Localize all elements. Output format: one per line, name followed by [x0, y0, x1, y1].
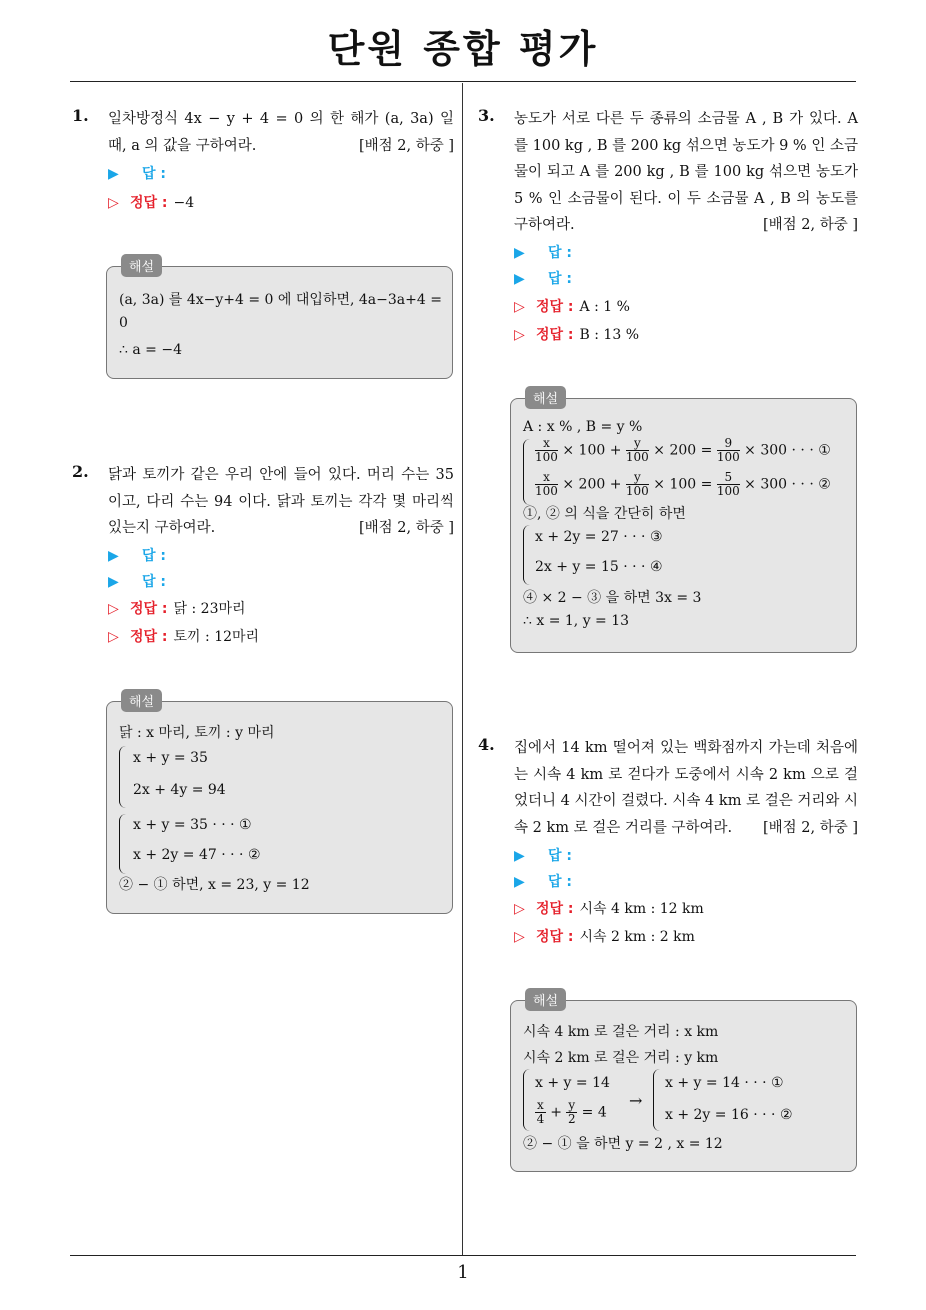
solution-line: (a, 3a) 를 4x−y+4 = 0 에 대입하면, 4a−3a+4 = [119, 292, 442, 308]
column-divider [462, 83, 463, 1255]
play-icon: ▶ [108, 548, 119, 564]
solution-line: ② − ① 을 하면 y = 2 , x = 12 [523, 1136, 723, 1152]
points-label: [배점 2, 하중 ] [358, 137, 454, 154]
correct-answer-value: 시속 2 km : 2 km [579, 929, 695, 945]
solution-box [106, 695, 453, 914]
brace [119, 814, 126, 874]
triangle-outline-icon: ▷ [514, 327, 525, 343]
fraction: $\frac{y}{100}$ [625, 436, 649, 464]
correct-answer-value: −4 [173, 195, 195, 211]
solution-line: x + y = 14 · · · ① [665, 1075, 784, 1091]
answer-row[interactable]: ▶ 답 : [514, 874, 572, 890]
solution-line: ①, ② 의 식을 간단히 하면 [523, 506, 686, 522]
solution-line: x + 2y = 27 · · · ③ [535, 529, 663, 545]
solution-tag: 해설 [121, 254, 162, 277]
brace [523, 1069, 530, 1131]
triangle-outline-icon: ▷ [108, 629, 119, 645]
solution-line: x + 2y = 16 · · · ② [665, 1107, 793, 1123]
fraction: $\frac{5}{100}$ [716, 470, 740, 498]
solution-line: ∴ x = 1, y = 13 [523, 613, 630, 629]
correct-answer-value: 시속 4 km : 12 km [579, 901, 704, 917]
triangle-outline-icon: ▷ [514, 299, 525, 315]
solution-line: 닭 : x 마리, 토끼 : y 마리 [119, 725, 275, 741]
solution-line: A : x % , B = y % [523, 419, 643, 435]
fraction: $\frac{9}{100}$ [716, 436, 740, 464]
question-number: 4. [478, 735, 495, 754]
correct-answer-value: 토끼 : 12마리 [173, 629, 260, 645]
page-title: 단원 종합 평가 [327, 27, 599, 71]
solution-line: 시속 4 km 로 걸은 거리 : x km [523, 1024, 719, 1040]
correct-answer-value: A : 1 % [579, 299, 630, 315]
top-rule [70, 81, 856, 82]
solution-line: 0 [119, 315, 128, 331]
play-icon: ▶ [514, 271, 525, 287]
solution-box [106, 260, 453, 379]
triangle-outline-icon: ▷ [514, 929, 525, 945]
solution-line: 2x + 4y = 94 [133, 782, 226, 798]
answer-row[interactable]: ▶ 답 : [108, 166, 166, 182]
play-icon: ▶ [514, 245, 525, 261]
question-number: 2. [72, 462, 89, 481]
answer-row[interactable]: ▶ 답 : [108, 574, 166, 590]
fraction: $\frac{x}{100}$ [535, 436, 558, 464]
question-number: 3. [478, 106, 495, 125]
correct-answer-row: ▷ 정답 : A : 1 % [514, 299, 630, 315]
solution-line: 2x + y = 15 · · · ④ [535, 559, 663, 575]
brace [523, 525, 530, 585]
solution-line: ④ × 2 − ③ 을 하면 3x = 3 [523, 590, 702, 606]
solution-tag: 해설 [525, 386, 566, 409]
triangle-outline-icon: ▷ [108, 195, 119, 211]
solution-tag: 해설 [525, 988, 566, 1011]
play-icon: ▶ [108, 574, 119, 590]
solution-line: x + 2y = 47 · · · ② [133, 847, 261, 863]
arrow-icon: → [629, 1091, 643, 1110]
question-text: 농도가 서로 다른 두 종류의 소금물 A , B 가 있다. A 를 100 kg , B 를 200 kg 섞으면 농도가 9 % 인 소금물이 되고 A 를 200 kg , B 를 100 kg 섞으면 농도가 5 % 인 소금물이 된다. 이 두 소금물 A , B 의 농도를 구하여라. [514, 111, 858, 233]
fraction: $\frac{x}{100}$ [535, 470, 558, 498]
answer-row[interactable]: ▶ 답 : [514, 245, 572, 261]
question-text: 일차방정식 4x − y + 4 = 0 의 한 해가 (a, 3a) 일 때, a 의 값을 구하여라. [108, 111, 454, 154]
correct-answer-row: ▷ 정답 : B : 13 % [514, 327, 640, 343]
solution-line: x + y = 14 [535, 1075, 610, 1091]
answer-row[interactable]: ▶ 답 : [514, 848, 572, 864]
points-label: [배점 2, 하중 ] [762, 217, 858, 233]
correct-answer-row: ▷ 정답 : −4 [108, 195, 195, 211]
brace [653, 1069, 660, 1131]
triangle-outline-icon: ▷ [514, 901, 525, 917]
correct-answer-value: 닭 : 23마리 [173, 601, 246, 617]
brace [523, 439, 530, 505]
play-icon: ▶ [514, 848, 525, 864]
bottom-rule [70, 1255, 856, 1256]
correct-answer-row: ▷ 정답 : 시속 4 km : 12 km [514, 901, 704, 917]
solution-tag: 해설 [121, 689, 162, 712]
answer-row[interactable]: ▶ 답 : [108, 548, 166, 564]
solution-line: 시속 2 km 로 걸은 거리 : y km [523, 1050, 719, 1066]
solution-line: x + y = 35 · · · ① [133, 817, 252, 833]
points-label: [배점 2, 하중 ] [762, 819, 858, 836]
solution-line: ② − ① 하면, x = 23, y = 12 [119, 877, 310, 893]
correct-answer-value: B : 13 % [579, 327, 640, 343]
question-text: 닭과 토끼가 같은 우리 안에 들어 있다. 머리 수는 35 이고, 다리 수는 94 이다. 닭과 토끼는 각각 몇 마리씩 있는지 구하여라. [108, 467, 454, 536]
play-icon: ▶ [514, 874, 525, 890]
answer-row[interactable]: ▶ 답 : [514, 271, 572, 287]
fraction: $\frac{y}{2}$ [567, 1098, 576, 1126]
equation-line: $\frac{x}{100}$ × 200 + $\frac{y}{100}$ × 100 = $\frac{5}{100}$ × 300 · · · ② [535, 470, 831, 498]
fraction: $\frac{x}{4}$ [536, 1098, 545, 1126]
question-text: 집에서 14 km 떨어져 있는 백화점까지 가는데 처음에는 시속 4 km 로 걷다가 도중에서 시속 2 km 으로 걸었더니 4 시간이 걸렸다. 시속 4 km 로 걸은 거리와 시속 2 km 로 걸은 거리를 구하여라. [514, 740, 858, 836]
equation-line: $\frac{x}{100}$ × 100 + $\frac{y}{100}$ × 200 = $\frac{9}{100}$ × 300 · · · ① [535, 436, 831, 464]
solution-line: ∴ a = −4 [119, 342, 182, 358]
brace [119, 746, 126, 808]
correct-answer-row: ▷ 정답 : 닭 : 23마리 [108, 601, 246, 617]
correct-answer-row: ▷ 정답 : 시속 2 km : 2 km [514, 929, 695, 945]
correct-answer-row: ▷ 정답 : 토끼 : 12마리 [108, 629, 260, 645]
equation-line: $\frac{x}{4}$ + $\frac{y}{2}$ = 4 [536, 1098, 607, 1126]
points-label: [배점 2, 하중 ] [358, 520, 454, 536]
triangle-outline-icon: ▷ [108, 601, 119, 617]
page-number: 1 [457, 1262, 469, 1283]
solution-box [510, 994, 857, 1172]
play-icon: ▶ [108, 166, 119, 182]
fraction: $\frac{y}{100}$ [625, 470, 649, 498]
solution-line: x + y = 35 [133, 750, 208, 766]
solution-box [510, 392, 857, 653]
question-number: 1. [72, 106, 89, 125]
